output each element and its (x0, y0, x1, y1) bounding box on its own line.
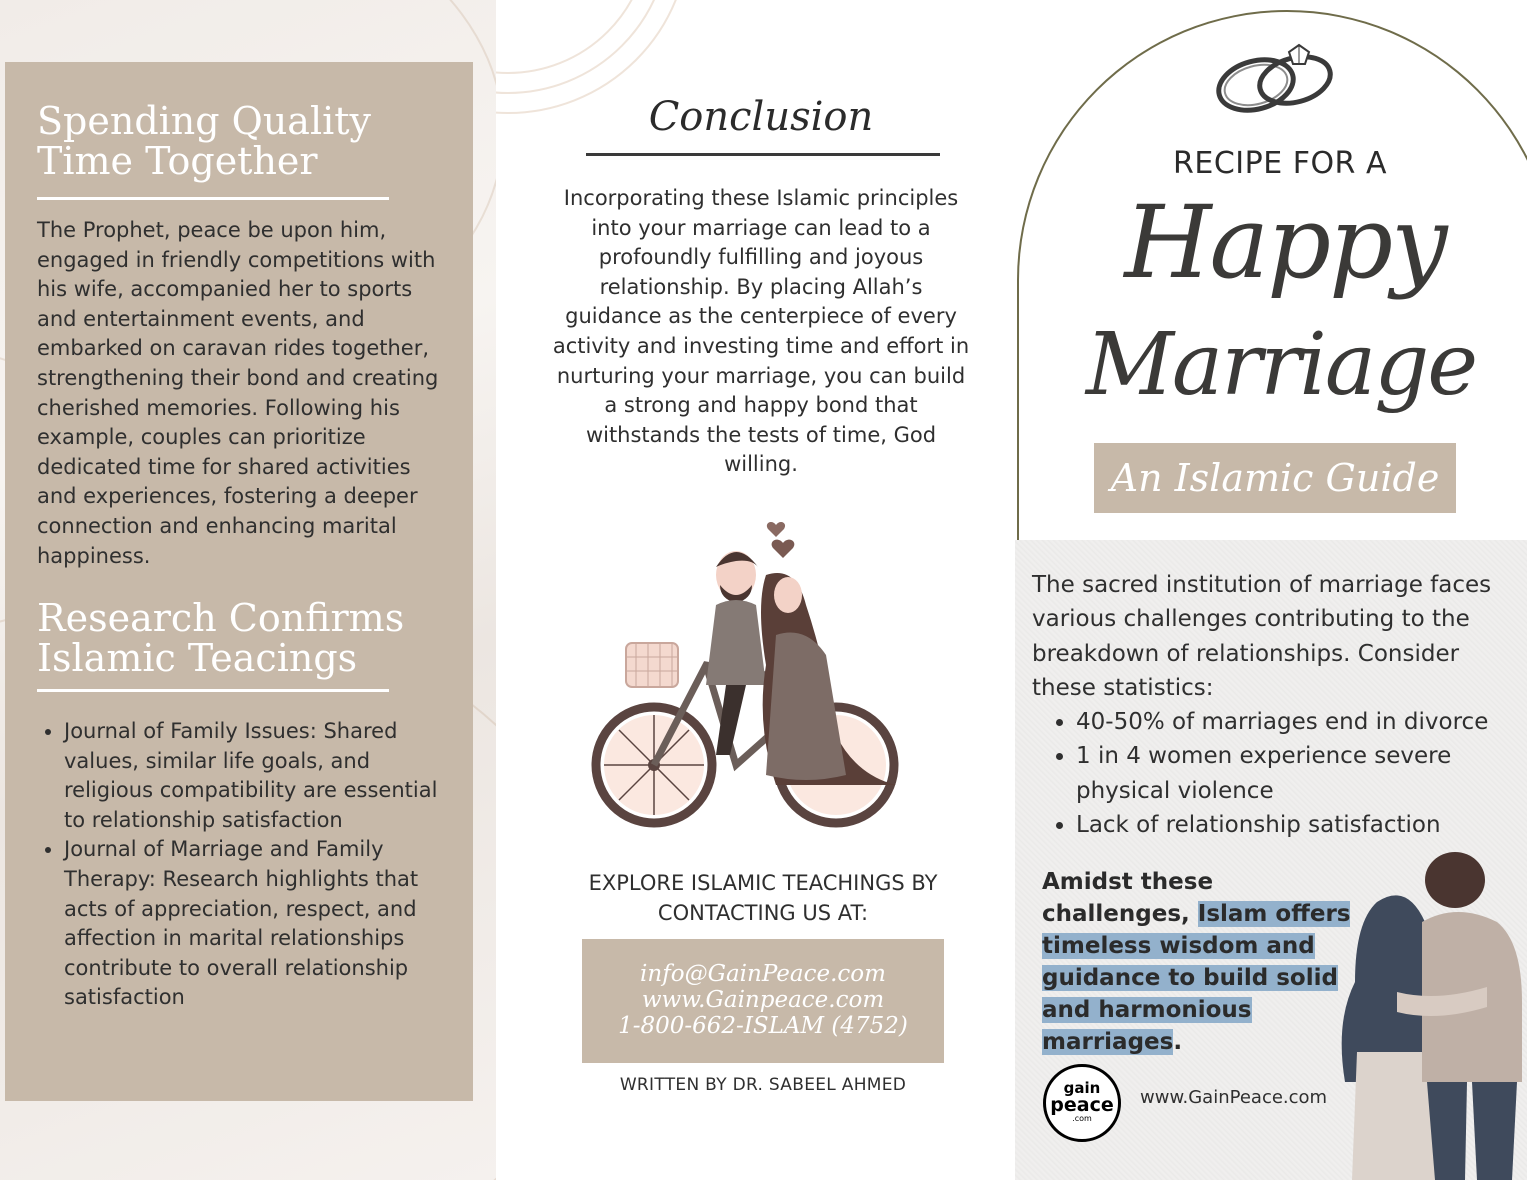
wedding-rings-icon (1211, 40, 1341, 115)
quality-time-paragraph: The Prophet, peace be upon him, engaged in friendly competitions with his wife, accompanied her to sports and entertainment events, and embarked on caravan rides together, strengthening their bond and creating cherished memories. Following his example, couples can prioritize dedicated time for shared activities and experiences, fostering a deeper connection and enhancing marital happiness. (37, 218, 439, 568)
logo-line-peace: peace (1050, 1094, 1114, 1116)
author-credit: WRITTEN BY DR. SABEEL AHMED (619, 1075, 907, 1095)
list-item: • Journal of Family Issues: Shared values, similar life goals, and religious compatibility are essential to relationship satisfaction (64, 717, 452, 835)
heading-quality-time: Spending Quality Time Together (37, 99, 372, 183)
conclusion-title: Conclusion (648, 94, 874, 140)
title-happy: Happy (1124, 184, 1446, 301)
left-panel (0, 0, 496, 1180)
contact-box (582, 939, 944, 1063)
list-item: • 1 in 4 women experience severe physical violence (1076, 739, 1527, 808)
gainpeace-logo[interactable] (1043, 1064, 1121, 1142)
islamic-guide-banner: An Islamic Guide (1094, 443, 1456, 513)
logo-line-com: .com (1072, 1114, 1092, 1123)
amidst-highlight: Islam offers timeless wisdom and guidance to build solid and harmonious marriages (1042, 901, 1351, 1055)
amidst-end: . (1173, 1029, 1183, 1055)
heading-rule (37, 689, 389, 692)
couple-hugging-illustration (1337, 852, 1527, 1180)
right-panel (1015, 0, 1527, 1180)
list-item: • Journal of Marriage and Family Therapy: Research highlights that acts of appreciation, respect, and affection in marital relationships contribute to overall relationship satisfaction (64, 835, 452, 1013)
intro-paragraph: The sacred institution of marriage faces various challenges contributing to the breakdown of relationships. Consider these statistics: (1032, 572, 1492, 701)
list-item: • Lack of relationship satisfaction (1076, 808, 1527, 842)
heading-research: Research Confirms Islamic Teacings (37, 596, 405, 680)
explore-text: EXPLORE ISLAMIC TEACHINGS BY CONTACTING US AT: (588, 871, 938, 925)
middle-panel (496, 0, 1015, 1180)
conclusion-rule (586, 153, 940, 156)
amidst-statement (1042, 866, 1362, 1058)
recipe-subtitle: RECIPE FOR A (1173, 146, 1387, 181)
statistics-list (1032, 705, 1527, 842)
website-link[interactable]: www.GainPeace.com (1140, 1087, 1328, 1108)
title-marriage: Marriage (1085, 315, 1477, 415)
contact-email[interactable]: info@GainPeace.com (640, 961, 886, 987)
amidst-plain: Amidst these challenges, (1042, 869, 1214, 927)
contact-website[interactable]: www.Gainpeace.com (641, 987, 885, 1013)
research-list (37, 717, 452, 1013)
couple-bicycle-illustration (586, 515, 936, 835)
contact-phone[interactable]: 1-800-662-ISLAM (4752) (618, 1013, 908, 1039)
list-item: • 40-50% of marriages end in divorce (1076, 705, 1527, 739)
left-content-card (5, 62, 473, 1101)
logo-line-gain: gain (1063, 1079, 1101, 1097)
conclusion-text: Incorporating these Islamic principles into your marriage can lead to a profoundly fulfilling and joyous relationship. By placing Allah’s guidance as the centerpiece of every activity and investing time and effort in nurturing your marriage, you can build a strong and happy bond that withstands the tests of time, God willing. (552, 186, 970, 477)
heading-rule (37, 197, 389, 200)
